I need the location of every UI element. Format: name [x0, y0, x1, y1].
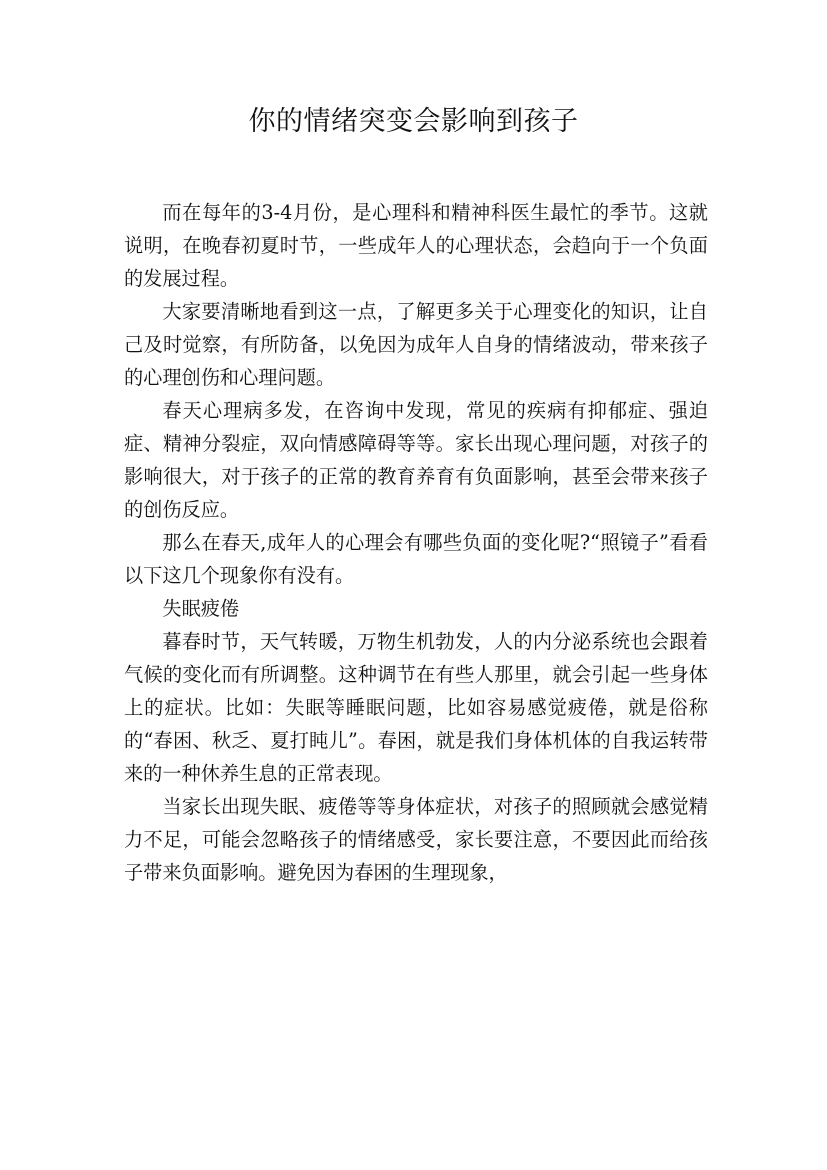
paragraph-4: 那么在春天,成年人的心理会有哪些负面的变化呢?“照镜子”看看以下这几个现象你有没有。 — [124, 531, 708, 587]
paragraph-3: 春天心理病多发，在咨询中发现，常见的疾病有抑郁症、强迫症、精神分裂症，双向情感障碍等等。家长出现心理问题，对孩子的影响很大，对于孩子的正常的教育养育有负面影响，甚至会带来孩子的创伤反应。 — [124, 399, 708, 521]
paragraph-2: 大家要清晰地看到这一点，了解更多关于心理变化的知识，让自己及时觉察，有所防备，以免因为成年人自身的情绪波动，带来孩子的心理创伤和心理问题。 — [124, 300, 708, 389]
paragraph-5: 暮春时节，天气转暖，万物生机勃发，人的内分泌系统也会跟着气候的变化而有所调整。这种调节在有些人那里，就会引起一些身体上的症状。比如：失眠等睡眠问题，比如容易感觉疲倦，就是俗称的“春困、秋乏、夏打盹儿”。春困，就是我们身体机体的自我运转带来的一种休养生息的正常表现。 — [124, 630, 708, 785]
document-title: 你的情绪突变会影响到孩子 — [248, 106, 579, 137]
document-body — [124, 196, 708, 889]
section-heading-insomnia: 失眠疲倦 — [162, 597, 240, 620]
paragraph-1: 而在每年的3-4月份，是心理科和精神科医生最忙的季节。这就说明，在晚春初夏时节，一些成年人的心理状态，会趋向于一个负面的发展过程。 — [124, 201, 708, 290]
paragraph-6: 当家长出现失眠、疲倦等等身体症状，对孩子的照顾就会感觉精力不足，可能会忽略孩子的情绪感受，家长要注意，不要因此而给孩子带来负面影响。避免因为春困的生理现象， — [124, 795, 708, 884]
